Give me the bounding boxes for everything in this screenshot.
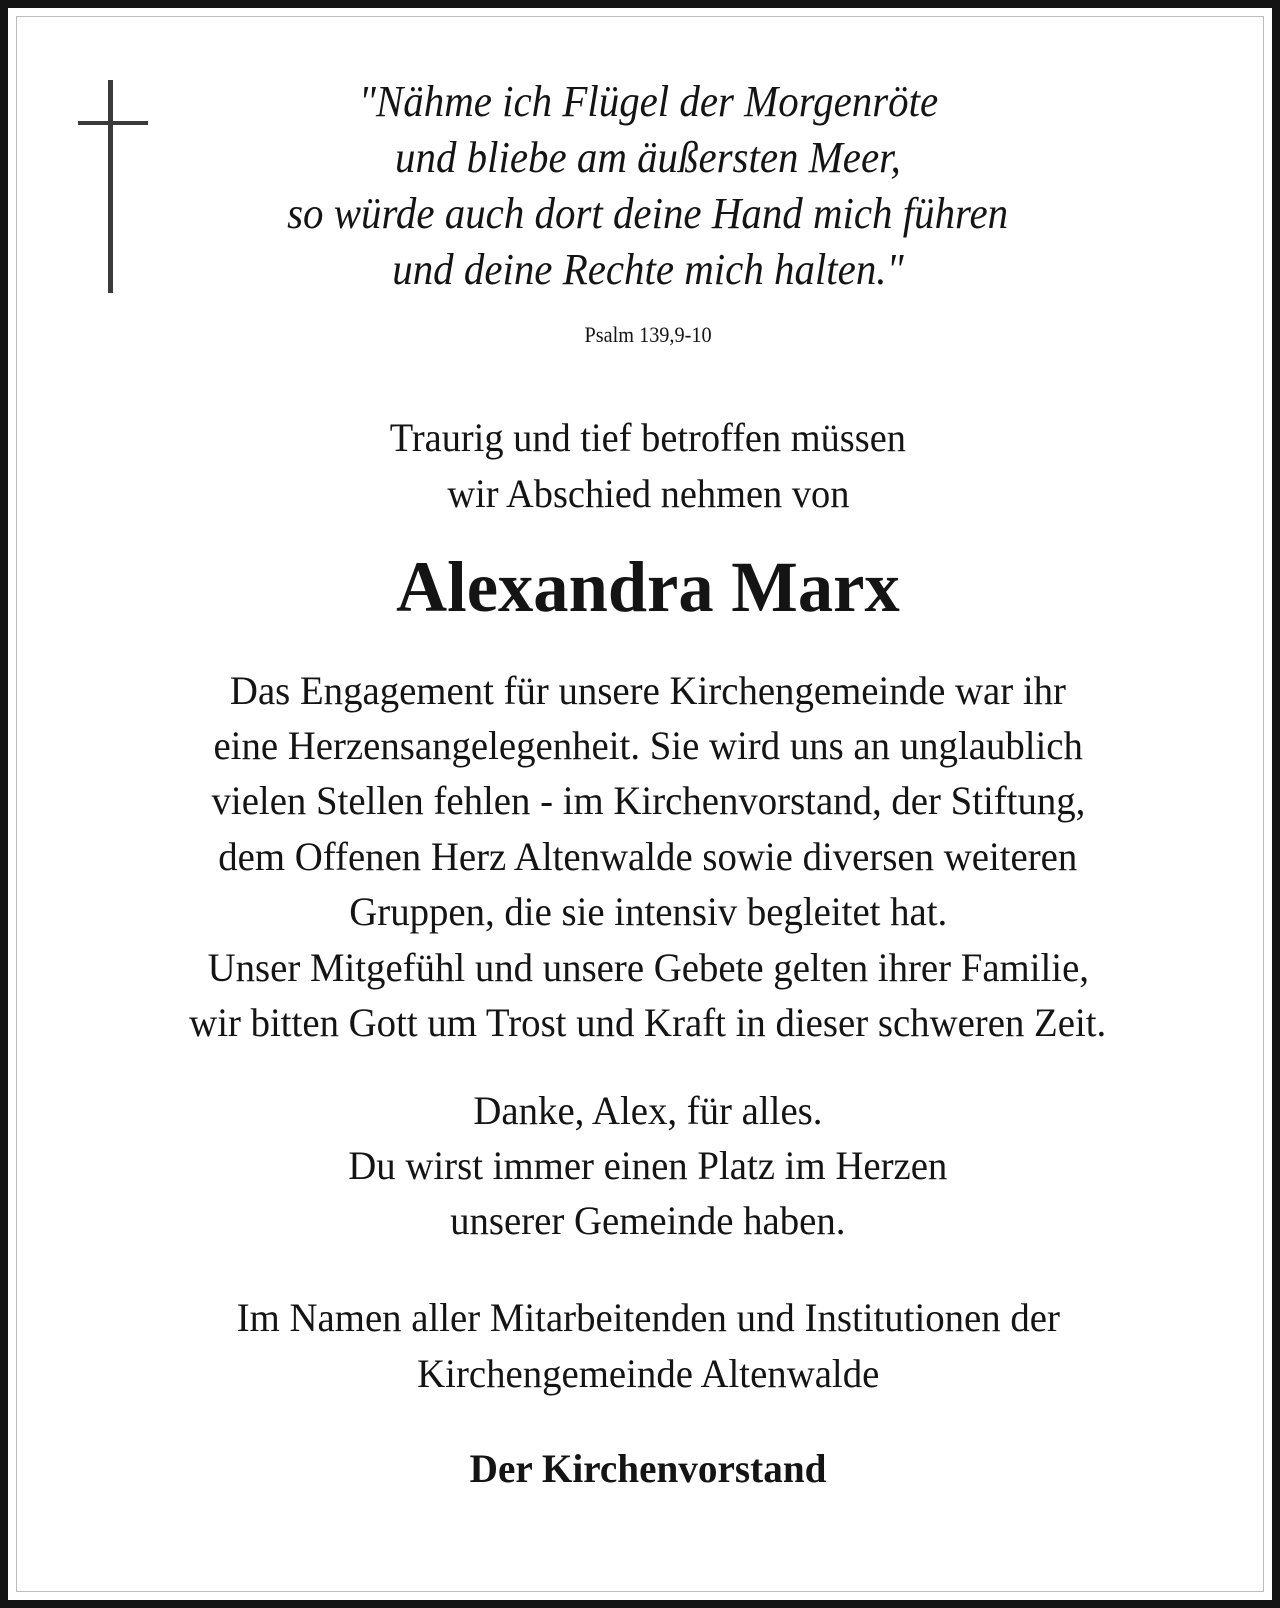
quote-line-text: und bliebe am äußersten Meer, <box>395 133 901 182</box>
body-line <box>8 667 1280 714</box>
quote-line <box>8 132 1280 183</box>
body-line <box>8 999 1280 1046</box>
deceased-name-text: Alexandra Marx <box>396 547 900 627</box>
signature <box>8 1445 1280 1492</box>
intro-line <box>8 414 1280 461</box>
signature-text: Der Kirchenvorstand <box>469 1446 827 1491</box>
body-text: Unser Mitgefühl und unsere Gebete gelten ihrer Familie, <box>207 945 1089 990</box>
intro-text: Traurig und tief betroffen müssen <box>389 415 907 460</box>
body-line <box>8 722 1280 769</box>
body-line <box>8 833 1280 880</box>
body-text: vielen Stellen fehlen - im Kirchenvorstand, der Stiftung, <box>211 778 1085 823</box>
quote-line <box>8 244 1280 295</box>
body-text: Das Engagement für unsere Kirchengemeinde war ihr <box>229 668 1067 713</box>
body-text: eine Herzensangelegenheit. Sie wird uns an unglaublich <box>213 723 1083 768</box>
quote-line <box>8 188 1280 239</box>
body-text: dem Offenen Herz Altenwalde sowie diversen weiteren <box>218 834 1078 879</box>
thanks-text: Danke, Alex, für alles. <box>473 1088 823 1133</box>
body-line <box>8 888 1280 935</box>
quote-line <box>8 76 1280 127</box>
intro-text: wir Abschied nehmen von <box>446 471 850 516</box>
body-text: Gruppen, die sie intensiv begleitet hat. <box>348 889 948 934</box>
body-line <box>8 777 1280 824</box>
on-behalf-text: Kirchengemeinde Altenwalde <box>416 1351 880 1396</box>
on-behalf-line <box>8 1350 1280 1397</box>
deceased-name <box>8 546 1280 629</box>
thanks-text: unserer Gemeinde haben. <box>450 1198 846 1243</box>
quote-source <box>8 322 1280 348</box>
quote-source-text: Psalm 139,9-10 <box>584 322 712 347</box>
body-line <box>8 944 1280 991</box>
thanks-line <box>8 1087 1280 1134</box>
intro-line <box>8 470 1280 517</box>
thanks-line <box>8 1197 1280 1244</box>
thanks-text: Du wirst immer einen Platz im Herzen <box>348 1143 948 1188</box>
quote-line-text: "Nähme ich Flügel der Morgenröte <box>358 77 938 126</box>
on-behalf-line <box>8 1294 1280 1341</box>
on-behalf-text: Im Namen aller Mitarbeitenden und Institutionen der <box>236 1295 1060 1340</box>
quote-line-text: und deine Rechte mich halten." <box>392 245 904 294</box>
quote-line-text: so würde auch dort deine Hand mich führen <box>287 189 1009 238</box>
body-text: wir bitten Gott um Trost und Kraft in dieser schweren Zeit. <box>189 1000 1107 1045</box>
thanks-line <box>8 1142 1280 1189</box>
